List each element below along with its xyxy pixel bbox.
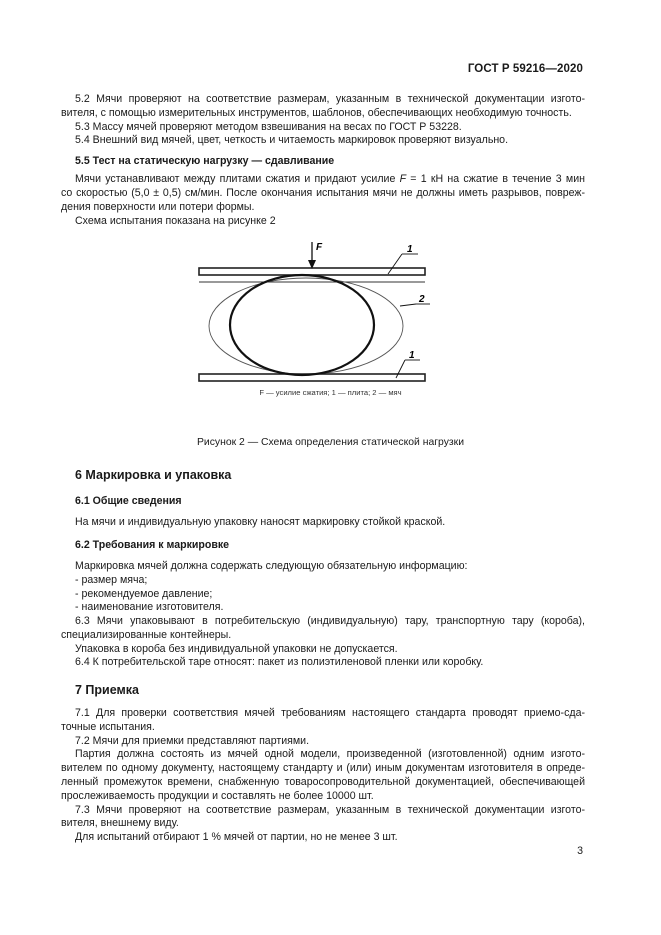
heading-6-2: 6.2 Требования к маркировке bbox=[75, 539, 230, 551]
para-6-4: 6.4 К потребительской таре относят: пакет из полиэтиленовой пленки или коробку. bbox=[75, 656, 484, 668]
para-5-3: 5.3 Массу мячей проверяют методом взвешивания на весах по ГОСТ Р 53228. bbox=[75, 121, 462, 133]
para-5-5-line3: дения поверхности или потери формы. bbox=[61, 201, 255, 213]
para-7-3b: Для испытаний отбирают 1 % мячей от партии, но не менее 3 шт. bbox=[75, 831, 398, 843]
standard-header: ГОСТ Р 59216—2020 bbox=[467, 63, 583, 75]
list-item: - рекомендуемое давление; bbox=[75, 588, 213, 600]
list-item: - наименование изготовителя. bbox=[75, 601, 224, 613]
list-item: - размер мяча; bbox=[75, 574, 148, 586]
para-7-2b-line3: ленный промежуток времени, снабженную товаросопроводительной документацией, обеспечивающей bbox=[61, 776, 585, 788]
force-variable: F bbox=[399, 173, 407, 185]
para-5-5-line4: Схема испытания показана на рисунке 2 bbox=[75, 215, 276, 227]
plate-label-top: 1 bbox=[407, 244, 413, 255]
para-6-3-line2: специализированные контейнеры. bbox=[61, 629, 232, 641]
para-7-1-line1: 7.1 Для проверки соответствия мячей требованиям настоящего стандарта проводят приемо-сда- bbox=[75, 707, 585, 719]
page-number: 3 bbox=[577, 845, 583, 857]
para-5-4: 5.4 Внешний вид мячей, цвет, четкость и читаемость маркировок проверяют визуально. bbox=[75, 134, 509, 146]
para-7-2b-line1: Партия должна состоять из мячей одной модели, произведенной (изготовленной) одним изгото- bbox=[75, 748, 585, 760]
leader-plate-bottom bbox=[396, 360, 405, 378]
para-7-3-line1: 7.3 Мячи проверяют на соответствие размерам, указанным в технической документации изгото- bbox=[75, 804, 585, 816]
heading-6-1: 6.1 Общие сведения bbox=[75, 495, 182, 507]
para-5-5-line1 bbox=[75, 172, 585, 186]
para-6-2: Маркировка мячей должна содержать следующую обязательную информацию: bbox=[75, 560, 468, 572]
plate-label-bottom: 1 bbox=[409, 350, 415, 361]
leader-ball bbox=[400, 304, 416, 306]
ball-label: 2 bbox=[419, 294, 425, 305]
force-label: F bbox=[316, 242, 323, 253]
para-5-2-line1 bbox=[75, 92, 585, 106]
para-6-3-line1: 6.3 Мячи упаковывают в потребительскую (индивидуальную) тару, транспортную тару (короба), bbox=[75, 615, 585, 627]
section-7-title: 7 Приемка bbox=[75, 683, 139, 697]
figure-legend: F — усилие сжатия; 1 — плита; 2 — мяч bbox=[259, 388, 402, 397]
para-7-2b-line4: прослеживаемость продукции и составлять не более 10000 шт. bbox=[61, 790, 374, 802]
para-6-1: На мячи и индивидуальную упаковку наносят маркировку стойкой краской. bbox=[75, 516, 446, 528]
para-5-5-line2: со скоростью (5,0 ± 0,5) см/мин. После окончания испытания мячи не должны иметь разрывов, повреж- bbox=[61, 187, 585, 199]
para-6-3b: Упаковка в короба без индивидуальной упаковки не допускается. bbox=[75, 643, 398, 655]
text: 5.2 Мячи проверяют на соответствие размерам, указанным в технической документации изгото- bbox=[75, 93, 585, 105]
leader-plate-top bbox=[388, 254, 402, 274]
para-7-2: 7.2 Мячи для приемки представляют партиями. bbox=[75, 735, 310, 747]
text: = 1 кН на сжатие в течение 3 мин bbox=[406, 173, 585, 185]
figure-static-load-diagram bbox=[190, 238, 450, 388]
section-6-title: 6 Маркировка и упаковка bbox=[75, 468, 232, 482]
text: Мячи устанавливают между плитами сжатия и придают усилие bbox=[75, 173, 400, 185]
para-7-2b-line2: вителем по одному документу, настоящему стандарту и (или) иным документам изготовителя в опреде- bbox=[61, 762, 585, 774]
heading-5-5: 5.5 Тест на статическую нагрузку — сдавливание bbox=[75, 155, 335, 167]
para-5-2-line2: вителя, с помощью измерительных инструментов, шаблонов, обеспечивающих необходимую точность. bbox=[61, 107, 572, 119]
para-7-1-line2: точные испытания. bbox=[61, 721, 155, 733]
ball-compressed bbox=[230, 275, 374, 375]
para-7-3-line2: вителя, внешнему виду. bbox=[61, 817, 179, 829]
figure-caption: Рисунок 2 — Схема определения статической нагрузки bbox=[196, 437, 465, 448]
